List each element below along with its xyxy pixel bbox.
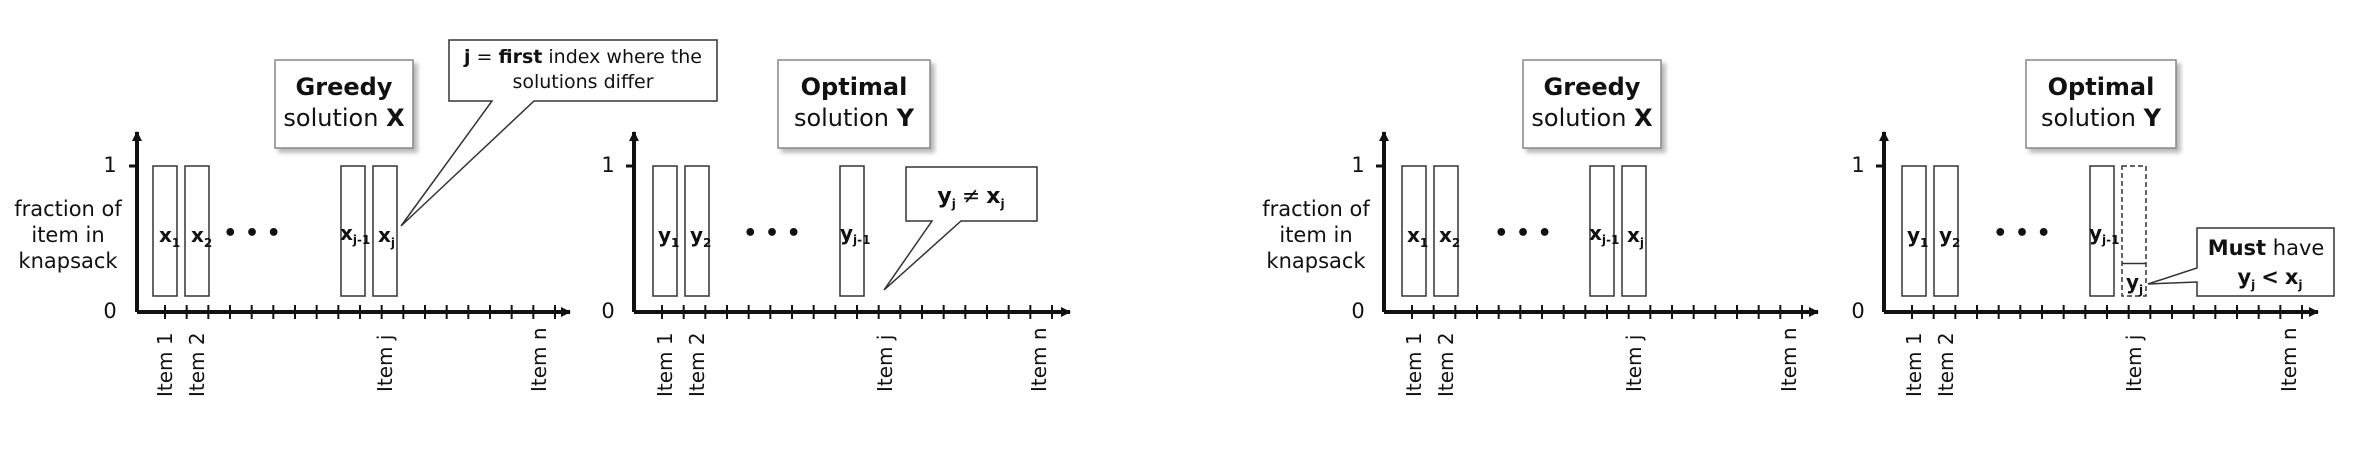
y-tick-1: 1: [1851, 153, 1865, 177]
item-1-label: Item 1: [653, 332, 677, 397]
item-2-label: Item 2: [685, 332, 709, 397]
item-n-label: Item n: [1777, 327, 1801, 392]
callout-inequality: $y_j < x_j$: [2237, 265, 2303, 292]
item-2-label: Item 2: [185, 332, 209, 397]
ylabel-line-2: item in: [31, 223, 105, 247]
callout-yj-not-xj: [884, 167, 1037, 290]
bar-x1-label: $x_1$: [1407, 223, 1429, 250]
bar-y2-label: $y_2$: [1939, 223, 1961, 250]
panel-greedy-right: [1262, 60, 1818, 397]
panel-greedy-left: [14, 40, 717, 397]
item-2-label: Item 2: [1434, 332, 1458, 397]
ellipsis: • • •: [223, 221, 281, 246]
item-n-label: Item n: [2277, 327, 2301, 392]
item-n-label: Item n: [527, 327, 551, 392]
callout-inequality: $y_j \ne x_j$: [937, 184, 1005, 211]
title-line-2: solution Y: [2040, 104, 2162, 132]
y-axis-label: [1262, 197, 1370, 273]
ylabel-line-3: knapsack: [1266, 249, 1366, 273]
y-tick-1: 1: [1351, 153, 1365, 177]
ellipsis: • • •: [743, 221, 801, 246]
y-tick-0: 0: [1351, 299, 1365, 323]
bar-xj-label: $x_j$: [1627, 223, 1645, 250]
bar-y1-label: $y_1$: [1907, 223, 1929, 250]
item-j-label: Item j: [1622, 334, 1646, 392]
bar-x1-label: $x_1$: [159, 223, 181, 250]
y-tick-0: 0: [601, 299, 615, 323]
title-line-2: solution Y: [793, 104, 915, 132]
bar-yj-1-label: $y_{j-1}$: [840, 221, 871, 247]
ylabel-line-1: fraction of: [14, 197, 122, 221]
bar-y1-label: $y_1$: [658, 223, 680, 250]
bar-yj-label: $y_j$: [2126, 270, 2144, 297]
item-n-label: Item n: [1027, 327, 1051, 392]
ellipsis: • • •: [1494, 221, 1552, 246]
ellipsis: • • •: [1993, 221, 2051, 246]
item-1-label: Item 1: [153, 332, 177, 397]
item-2-label: Item 2: [1934, 332, 1958, 397]
title-line-2: solution X: [283, 104, 405, 132]
item-j-label: Item j: [2122, 334, 2146, 392]
panel-optimal-right: [1851, 60, 2334, 397]
callout-line-1: Must have: [2207, 236, 2325, 260]
bar-yj-1-label: $y_{j-1}$: [2089, 221, 2120, 247]
ylabel-line-3: knapsack: [18, 249, 118, 273]
item-1-label: Item 1: [1402, 332, 1426, 397]
y-axis-label: [14, 197, 122, 273]
item-j-label: Item j: [873, 334, 897, 392]
bar-x2-label: $x_2$: [191, 223, 213, 250]
item-1-label: Item 1: [1902, 332, 1926, 397]
bar-xj-1-label: $x_{j-1}$: [340, 221, 371, 247]
title-line-2: solution X: [1531, 104, 1653, 132]
title-bold: Greedy: [295, 73, 393, 101]
bar-xj-label: $x_j$: [378, 223, 396, 250]
callout-line-2: solutions differ: [512, 71, 654, 93]
ylabel-line-2: item in: [1279, 223, 1353, 247]
y-tick-0: 0: [103, 299, 117, 323]
callout-line-1: j = first index where the: [463, 46, 703, 68]
title-bold: Optimal: [2047, 73, 2155, 101]
bar-x2-label: $x_2$: [1439, 223, 1461, 250]
bar-xj-1-label: $x_{j-1}$: [1589, 221, 1620, 247]
ylabel-line-1: fraction of: [1262, 197, 1370, 221]
y-tick-1: 1: [601, 153, 615, 177]
item-j-label: Item j: [373, 334, 397, 392]
y-tick-0: 0: [1851, 299, 1865, 323]
y-tick-1: 1: [103, 153, 117, 177]
bar-y2-label: $y_2$: [690, 223, 712, 250]
title-bold: Optimal: [800, 73, 908, 101]
panel-optimal-left: [601, 60, 1070, 397]
callout-must-have: [2148, 228, 2334, 296]
title-bold: Greedy: [1543, 73, 1641, 101]
